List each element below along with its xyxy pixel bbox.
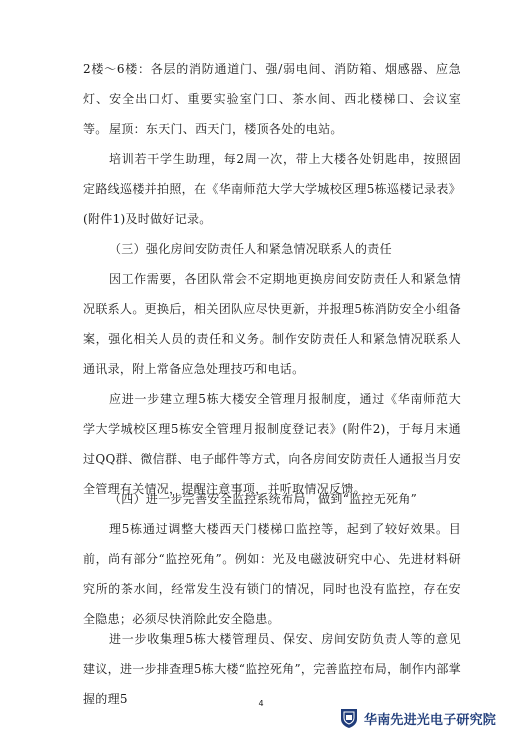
section-heading-3: （三）强化房间安防责任人和紧急情况联系人的责任 [109, 242, 392, 256]
paragraph-monthly-report: 应进一步建立理5栋大楼安全管理月报制度，通过《华南师范大学大学城校区理5栋安全管理月报制度登记表》(附件2)，于每月末通过QQ群、微信群、电子邮件等方式，向各房间安防责任人通报当月安全管理有关情况，提醒注意事项，并听取情况反馈。 [83, 392, 461, 496]
paragraph-monitoring: 理5栋通过调整大楼西天门楼梯口监控等，起到了较好效果。目前，尚有部分“监控死角”。例如：光及电磁波研究中心、先进材料研究所的茶水间，经常发生没有锁门的情况，同时也没有监控，存在安全隐患；必须尽快消除此安全隐患。 [83, 522, 461, 626]
section-heading-4: （四）进一步完善安全监控系统布局，做到“监控无死角” [109, 492, 418, 506]
paragraph-contact-update: 因工作需要，各团队常会不定期地更换房间安防责任人和紧急情况联系人。更换后，相关团队应尽快更新，并报理5栋消防安全小组备案，强化相关人员的责任和义务。制作安防责任人和紧急情况联系人通讯录，附上常备应急处理技巧和电话。 [83, 272, 461, 376]
paragraph-training: 培训若干学生助理，每2周一次，带上大楼各处钥匙串，按照固定路线巡楼并拍照，在《华南师范大学大学城校区理5栋巡楼记录表》(附件1)及时做好记录。 [83, 152, 461, 226]
paragraph-roof: 屋顶：东天门、西天门，楼顶各处的电站。 [109, 122, 343, 136]
paragraph-collect-feedback: 进一步收集理5栋大楼管理员、保安、房间安防负责人等的意见建议，进一步排查理5栋大楼“监控死角”，完善监控布局，制作内部掌握的理5 [83, 632, 461, 706]
paragraph-floors-2-6: 2楼～6楼：各层的消防通道门、强/弱电间、消防箱、烟感器、应急灯、安全出口灯、重要实验室门口、茶水间、西北楼梯口、会议室等。 [83, 62, 461, 136]
institute-logo [338, 706, 518, 730]
institute-seal-icon [338, 707, 360, 729]
page-number: 4 [258, 699, 264, 708]
institute-logo-text: 华南先进光电子研究院 [364, 712, 497, 728]
